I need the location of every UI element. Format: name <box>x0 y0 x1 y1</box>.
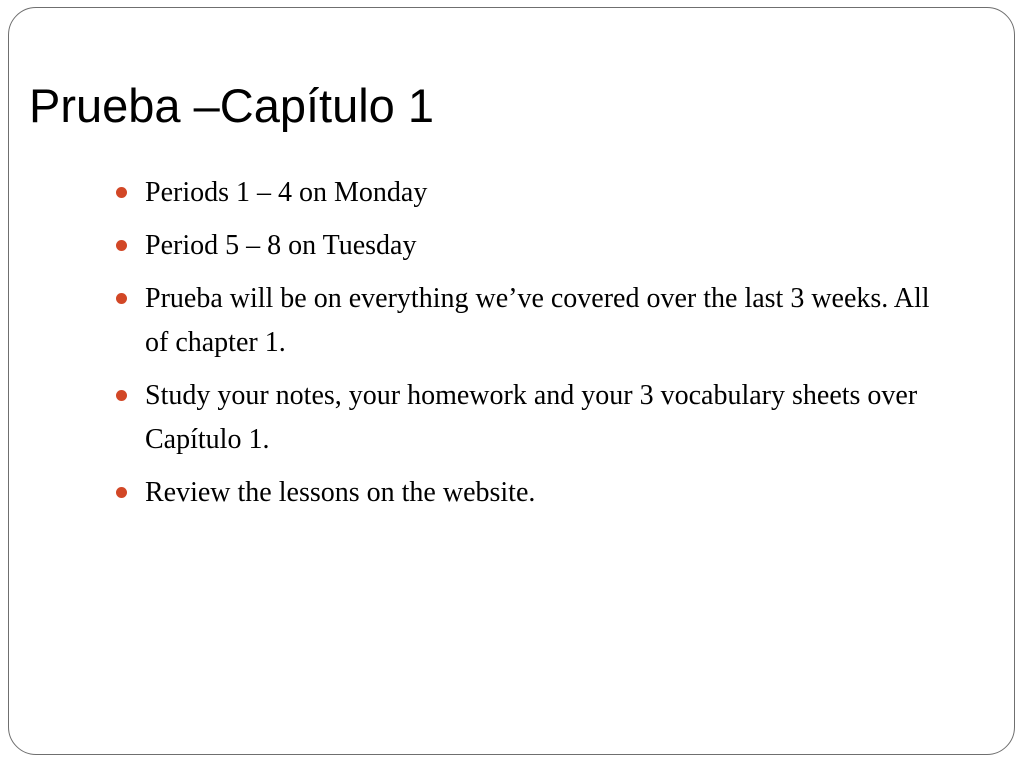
bullet-item-periods-1-4 <box>114 171 934 215</box>
bullet-text: Prueba will be on everything we’ve covered over the last 3 weeks. All of chapter 1. <box>145 283 930 358</box>
bullet-item-review-lessons <box>114 471 934 515</box>
bullet-text: Study your notes, your homework and your 3 vocabulary sheets over Capítulo 1. <box>145 380 918 455</box>
slide-title: Prueba –Capítulo 1 <box>29 79 435 132</box>
bullet-dot-icon <box>116 240 127 251</box>
bullet-dot-icon <box>116 390 127 401</box>
bullet-text: Periods 1 – 4 on Monday <box>145 177 428 208</box>
bullet-text: Review the lessons on the website. <box>145 477 536 508</box>
bullet-dot-icon <box>116 187 127 198</box>
bullet-dot-icon <box>116 293 127 304</box>
bullet-list <box>114 171 934 524</box>
bullet-dot-icon <box>116 487 127 498</box>
bullet-item-period-5-8 <box>114 224 934 268</box>
slide-frame <box>8 7 1015 755</box>
bullet-item-study-materials <box>114 374 934 462</box>
bullet-text: Period 5 – 8 on Tuesday <box>145 230 417 261</box>
bullet-item-prueba-coverage <box>114 277 934 365</box>
